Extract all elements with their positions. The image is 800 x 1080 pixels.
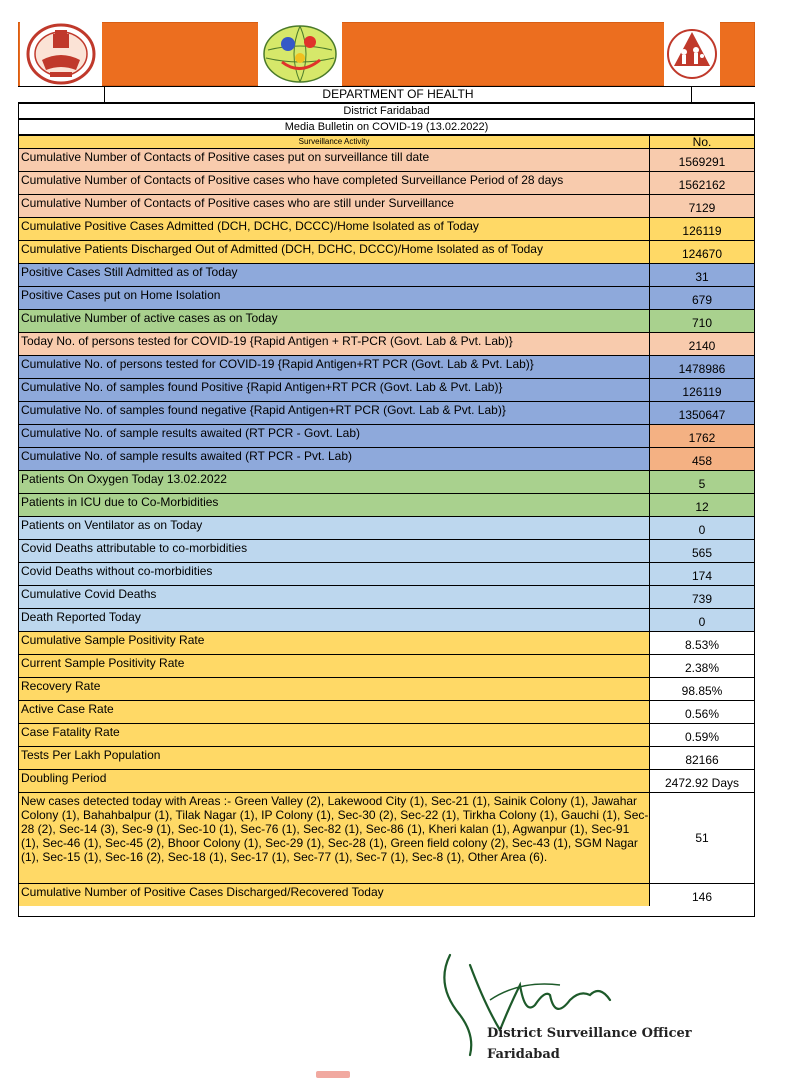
new-cases-areas-label: New cases detected today with Areas :- Green Valley (2), Lakewood City (1), Sec-21 (1), Sainik Colony (1), Jawahar Colony (1), Bahahbalpur (1), Tilak Nagar (1), IP Colony (1), Sec-30 (2), Sec-22 (1), Tirkha Colony (1), Gauchi (1), Sec-28 (2), Sec-14 (3), Sec-9 (1), Sec-10 (1), Sec-76 (1), Sec-82 (1), Sec-86 (1), Kheri kalan (1), Agwanpur (1), Sec-91 (1), Sec-46 (1), Sec-45 (2), Bhoor Colony (1), Sec-29 (1), Sec-28 (1), Green field colony (2), Sec-43 (1), SGM Nagar (1), Sec-15 (1), Sec-16 (2), Sec-18 (1), Sec-17 (1), Sec-77 (1), Sec-7 (1), Sec-8 (1), Other Area (6). bbox=[19, 793, 650, 884]
column-header-number: No. bbox=[650, 136, 754, 149]
row-label: Patients in ICU due to Co-Morbidities bbox=[19, 494, 650, 517]
haryana-emblem-icon bbox=[20, 22, 102, 86]
row-value: 126119 bbox=[650, 379, 754, 402]
row-value: 7129 bbox=[650, 195, 754, 218]
row-value: 1350647 bbox=[650, 402, 754, 425]
row-label: Active Case Rate bbox=[19, 701, 650, 724]
discharged-today-value: 146 bbox=[650, 884, 754, 906]
row-value: 739 bbox=[650, 586, 754, 609]
bulletin-title: Media Bulletin on COVID-19 (13.02.2022) bbox=[18, 119, 755, 135]
row-value: 12 bbox=[650, 494, 754, 517]
header-banner bbox=[18, 22, 755, 86]
row-value: 2140 bbox=[650, 333, 754, 356]
row-label: Today No. of persons tested for COVID-19 {Rapid Antigen + RT-PCR (Govt. Lab & Pvt. Lab)} bbox=[19, 333, 650, 356]
row-value: 2.38% bbox=[650, 655, 754, 678]
row-value: 8.53% bbox=[650, 632, 754, 655]
row-label: Cumulative Covid Deaths bbox=[19, 586, 650, 609]
row-label: Cumulative Sample Positivity Rate bbox=[19, 632, 650, 655]
signature-location: Faridabad bbox=[487, 1047, 560, 1062]
row-label: Positive Cases Still Admitted as of Today bbox=[19, 264, 650, 287]
row-value: 458 bbox=[650, 448, 754, 471]
row-value: 2472.92 Days bbox=[650, 770, 754, 793]
row-label: Cumulative No. of persons tested for COVID-19 {Rapid Antigen+RT PCR (Govt. Lab & Pvt. Lab)} bbox=[19, 356, 650, 379]
row-value: 710 bbox=[650, 310, 754, 333]
row-value: 1478986 bbox=[650, 356, 754, 379]
department-title: DEPARTMENT OF HEALTH bbox=[104, 87, 692, 102]
row-label: Cumulative Number of Contacts of Positive cases who are still under Surveillance bbox=[19, 195, 650, 218]
row-label: Cumulative Number of Contacts of Positive cases put on surveillance till date bbox=[19, 149, 650, 172]
row-label: Death Reported Today bbox=[19, 609, 650, 632]
row-value: 0.56% bbox=[650, 701, 754, 724]
row-label: Covid Deaths attributable to co-morbidities bbox=[19, 540, 650, 563]
column-header-activity: Surveillance Activity bbox=[19, 136, 650, 149]
row-value: 126119 bbox=[650, 218, 754, 241]
row-label: Cumulative No. of sample results awaited (RT PCR - Govt. Lab) bbox=[19, 425, 650, 448]
discharged-today-label: Cumulative Number of Positive Cases Discharged/Recovered Today bbox=[19, 884, 650, 906]
row-label: Cumulative No. of samples found Positive {Rapid Antigen+RT PCR (Govt. Lab & Pvt. Lab)} bbox=[19, 379, 650, 402]
row-label: Patients on Ventilator as on Today bbox=[19, 517, 650, 540]
row-label: Cumulative Number of Contacts of Positive cases who have completed Surveillance Period of 28 days bbox=[19, 172, 650, 195]
signature-designation: District Surveillance Officer bbox=[487, 1026, 692, 1041]
row-value: 174 bbox=[650, 563, 754, 586]
row-label: Recovery Rate bbox=[19, 678, 650, 701]
new-cases-value: 51 bbox=[650, 793, 754, 884]
row-value: 31 bbox=[650, 264, 754, 287]
row-label: Positive Cases put on Home Isolation bbox=[19, 287, 650, 310]
row-value: 1762 bbox=[650, 425, 754, 448]
row-value: 0.59% bbox=[650, 724, 754, 747]
row-label: Cumulative Number of active cases as on Today bbox=[19, 310, 650, 333]
nhm-family-logo-icon bbox=[664, 22, 720, 86]
district-title: District Faridabad bbox=[18, 103, 755, 119]
row-label: Doubling Period bbox=[19, 770, 650, 793]
row-label: Cumulative No. of sample results awaited (RT PCR - Pvt. Lab) bbox=[19, 448, 650, 471]
row-value: 565 bbox=[650, 540, 754, 563]
row-value: 124670 bbox=[650, 241, 754, 264]
row-label: Cumulative Patients Discharged Out of Admitted (DCH, DCHC, DCCC)/Home Isolated as of Today bbox=[19, 241, 650, 264]
health-globe-logo-icon bbox=[258, 22, 342, 86]
row-label: Case Fatality Rate bbox=[19, 724, 650, 747]
row-label: Current Sample Positivity Rate bbox=[19, 655, 650, 678]
row-value: 98.85% bbox=[650, 678, 754, 701]
row-label: Cumulative Positive Cases Admitted (DCH, DCHC, DCCC)/Home Isolated as of Today bbox=[19, 218, 650, 241]
row-label: Covid Deaths without co-morbidities bbox=[19, 563, 650, 586]
row-value: 5 bbox=[650, 471, 754, 494]
row-value: 1562162 bbox=[650, 172, 754, 195]
surveillance-table bbox=[18, 135, 755, 917]
row-label: Patients On Oxygen Today 13.02.2022 bbox=[19, 471, 650, 494]
department-title-row bbox=[18, 86, 755, 103]
row-label: Cumulative No. of samples found negative {Rapid Antigen+RT PCR (Govt. Lab & Pvt. Lab)} bbox=[19, 402, 650, 425]
row-value: 82166 bbox=[650, 747, 754, 770]
row-value: 1569291 bbox=[650, 149, 754, 172]
row-value: 0 bbox=[650, 609, 754, 632]
row-value: 679 bbox=[650, 287, 754, 310]
footer-stamp-mark bbox=[316, 1071, 350, 1078]
row-label: Tests Per Lakh Population bbox=[19, 747, 650, 770]
row-value: 0 bbox=[650, 517, 754, 540]
